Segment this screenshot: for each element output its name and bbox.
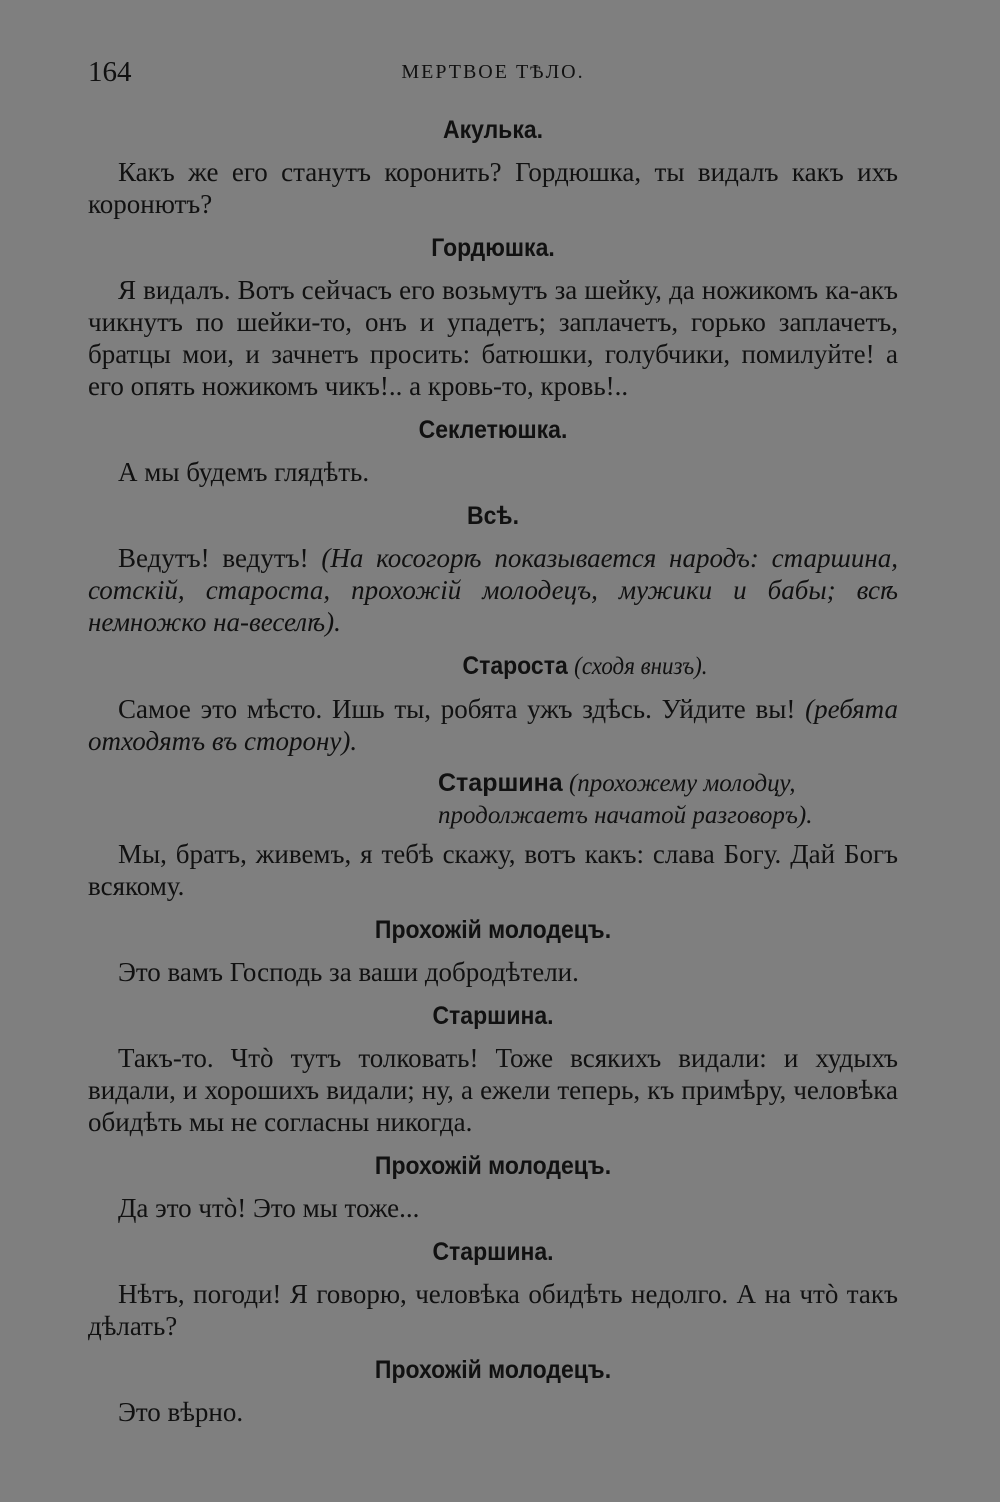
page-header bbox=[88, 56, 898, 96]
speaker-name: Старшина. bbox=[432, 1238, 554, 1266]
speaker-name: Прохожій молодецъ. bbox=[374, 916, 612, 944]
stage-direction: (На косогорѣ показывается народъ: старшина, сотскій, староста, прохожій молодецъ, мужики и бабы; всѣ немножко на-веселѣ). bbox=[88, 543, 898, 637]
speech: Такъ-то. Чтò тутъ толковать! Тоже всякихъ видали: и худыхъ видали, и хорошихъ видали; ну, а ежели теперь, къ примѣру, человѣка обидѣть мы не согласны никогда. bbox=[88, 1043, 898, 1137]
speech: Это вѣрно. bbox=[118, 1397, 244, 1427]
speech: Я видалъ. Вотъ сейчасъ его возьмутъ за шейку, да ножикомъ ка-акъ чикнутъ по шейки-то, онъ и упадетъ; заплачетъ, горько заплачетъ, братцы мои, и зачнетъ просить: батюшки, голубчики, помилуйте! а его опять ножикомъ чикъ!.. а кровь-то, кровь!.. bbox=[88, 275, 898, 401]
speech bbox=[88, 542, 898, 638]
speaker-name: Старшина. bbox=[432, 1002, 554, 1030]
stage-direction: (прохожему молодцу, продолжаетъ начатой разговоръ). bbox=[438, 770, 813, 829]
speaker-name: Старшина bbox=[438, 769, 563, 797]
speech-text: Самое это мѣсто. Ишь ты, робята ужъ здѣсь. Уйдите вы! bbox=[118, 694, 796, 724]
page-number: 164 bbox=[88, 56, 132, 88]
speech: А мы будемъ глядѣть. bbox=[118, 457, 370, 487]
speech: Нѣтъ, погоди! Я говорю, человѣка обидѣть недолго. А на чтò такъ дѣлать? bbox=[88, 1279, 898, 1341]
speaker-name: Прохожій молодецъ. bbox=[374, 1152, 612, 1180]
speaker-line bbox=[438, 767, 898, 832]
speaker-name: Гордюшка. bbox=[431, 234, 555, 262]
stage-direction: (сходя внизъ). bbox=[574, 653, 708, 680]
stage-direction: (ребята отходятъ въ сторону). bbox=[88, 694, 898, 756]
speaker-name: Всѣ. bbox=[467, 502, 519, 530]
speech: Мы, братъ, живемъ, я тебѣ скажу, вотъ какъ: слава Богу. Дай Богъ всякому. bbox=[88, 839, 898, 901]
speaker-name: Секлетюшка. bbox=[418, 416, 568, 444]
speaker-name: Акулька. bbox=[442, 116, 544, 144]
speech: Это вамъ Господь за ваши добродѣтели. bbox=[118, 957, 579, 987]
speech-text: Ведутъ! ведутъ! bbox=[118, 543, 309, 573]
speech bbox=[88, 693, 898, 757]
speaker-name: Прохожій молодецъ. bbox=[374, 1356, 612, 1384]
speech: Да это чтò! Это мы тоже... bbox=[118, 1193, 420, 1223]
speaker-name: Староста bbox=[462, 652, 568, 680]
play-text bbox=[88, 112, 898, 1438]
running-title: МЕРТВОЕ ТѢЛО. bbox=[401, 61, 585, 83]
speech: Какъ же его станутъ коронить? Гордюшка, ты видалъ какъ ихъ коронютъ? bbox=[88, 157, 898, 219]
speaker-line bbox=[120, 648, 865, 685]
